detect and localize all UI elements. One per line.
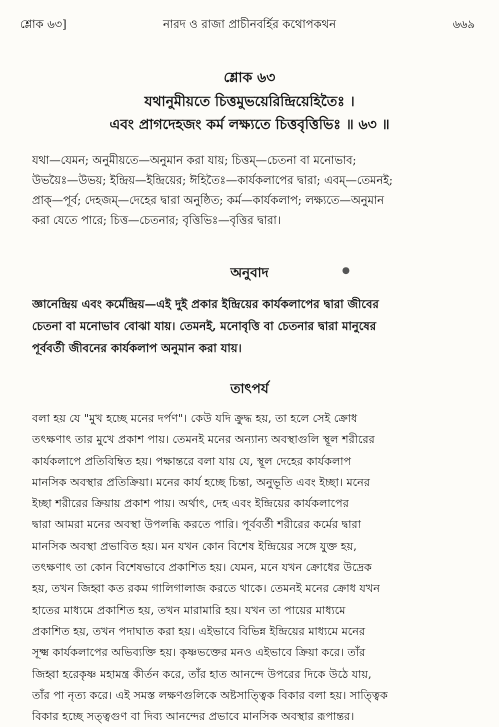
purport-line: তৎক্ষণাৎ তার মুখে প্রকাশ পায়। তেমনই মনের অন্যান্য অবস্থাগুলি স্থূল শরীরের: [32, 433, 375, 447]
purport-line: সূক্ষ্ম কার্যকলাপের অভিব্যক্তি হয়। কৃষ্ণভক্তের মনও এইভাবে ক্রিয়া করে। তাঁর: [32, 646, 366, 660]
purport-line: মানসিক অবস্থা প্রভাবিত হয়। মন যখন কোন বিশেষ ইন্দ্রিয়ের সঙ্গে যুক্ত হয়,: [32, 539, 357, 553]
purport-line: বলা হয় যে "মুখ হচ্ছে মনের দর্পণ"। কেউ যদি ক্রুদ্ধ হয়, তা হলে সেই ক্রোধ: [32, 412, 358, 425]
page-number: ৬৬৯: [452, 17, 475, 31]
purport-line: বিকার হচ্ছে সত্ত্বগুণ বা দিব্য আনন্দের প্রভাবে মানসিক অবস্থার রূপান্তর।: [32, 710, 355, 724]
purport-line: হয়, তখন জিহ্বা কত রকম গালিগালাজ করতে থাকে। তেমনই মনের ক্রোধ যখন: [32, 582, 380, 596]
purport-line: ইচ্ছা শরীরের ক্রিয়ায় প্রকাশ পায়। অর্থাৎ, দেহ এবং ইন্দ্রিয়ের কার্যকলাপের: [32, 497, 349, 511]
synonyms-line: যথা—যেমন; অনুমীয়তে—অনুমান করা যায়; চিত্তম্—চেতনা বা মনোভাব;: [32, 153, 357, 167]
synonyms-line: প্রাক্—পূর্ব; দেহজম্—দেহের দ্বারা অনুষ্ঠিত; কর্ম—কার্যকলাপ; লক্ষ্যতে—অনুমান: [32, 193, 384, 207]
translation-section: [32, 293, 470, 359]
purport-line: জিহ্বা হরেকৃষ্ণ মহামন্ত্র কীর্তন করে, তাঁর হাত আনন্দে উপরের দিকে উঠে যায়,: [32, 667, 372, 681]
purport-heading: তাৎপর্য: [230, 381, 269, 397]
purport-line: কার্যকলাপে প্রতিবিম্বিত হয়। পক্ষান্তরে বলা যায় যে, স্থূল দেহের কার্যকলাপ: [32, 454, 352, 468]
translation-heading: অনুবাদ: [230, 265, 269, 281]
purport-line: দ্বারা আমরা মনের অবস্থা উপলব্ধি করতে পারি। পূর্ববর্তী শরীরের কর্মের দ্বারা: [32, 518, 361, 532]
print-mark: ●: [342, 266, 350, 276]
purport-line: তাঁর পা নৃত্য করে। এই সমস্ত লক্ষণগুলিকে অষ্টসাত্ত্বিক বিকার বলা হয়। সাত্ত্বিক: [32, 688, 388, 702]
verse-line: এবং প্রাগদেহজং কর্ম লক্ষ্যতে চিত্তবৃত্তিভিঃ ॥ ৬৩ ॥: [109, 117, 390, 133]
verse-reference: শ্লোক ৬৩]: [20, 17, 67, 31]
translation-line: চেতনা বা মনোভাব বোঝা যায়। তেমনই, মনোবৃত্তি বা চেতনার দ্বারা মানুষের: [32, 319, 377, 333]
purport-section: [32, 408, 470, 727]
synonyms-line: করা যেতে পারে; চিত্ত—চেতনার; বৃত্তিভিঃ—বৃত্তির দ্বারা।: [32, 213, 281, 227]
verse-line: যথানুমীয়তে চিত্তমুভয়েরিন্দ্রিয়েহিতৈঃ ।: [144, 94, 355, 110]
running-title: নারদ ও রাজা প্রাচীনবর্হির কথোপকথন: [163, 17, 336, 31]
synonyms-line: উভয়ৈঃ—উভয়; ইন্দ্রিয়—ইন্দ্রিয়ের; ঈহিতৈঃ—কার্যকলাপের দ্বারা; এবম্—তেমনই;: [32, 173, 393, 187]
translation-line: পূর্ববর্তী জীবনের কার্যকলাপ অনুমান করা যায়।: [32, 341, 242, 355]
purport-line: প্রকাশিত হয়, তখন পদাঘাত করা হয়। এইভাবে বিভিন্ন ইন্দ্রিয়ের মাধ্যমে মনের: [32, 624, 366, 638]
purport-line: মানসিক অবস্থার প্রতিক্রিয়া। মনের কার্য হচ্ছে চিন্তা, অনুভূতি এবং ইচ্ছা। মনের: [32, 475, 370, 489]
verse-title: শ্লোক ৬৩: [223, 70, 276, 86]
translation-line: জ্ঞানেন্দ্রিয় এবং কর্মেন্দ্রিয়—এই দুই প্রকার ইন্দ্রিয়ের কার্যকলাপের দ্বারা জীবের: [32, 297, 379, 311]
purport-line: হাতের মাধ্যমে প্রকাশিত হয়, তখন মারামারি হয়। যখন তা পায়ের মাধ্যমে: [32, 603, 346, 617]
synonyms-section: [32, 150, 470, 230]
purport-line: তৎক্ষণাৎ তা কোন বিশেষভাবে প্রকাশিত হয়। যেমন, মনে যখন ক্রোধের উদ্রেক: [32, 561, 372, 575]
